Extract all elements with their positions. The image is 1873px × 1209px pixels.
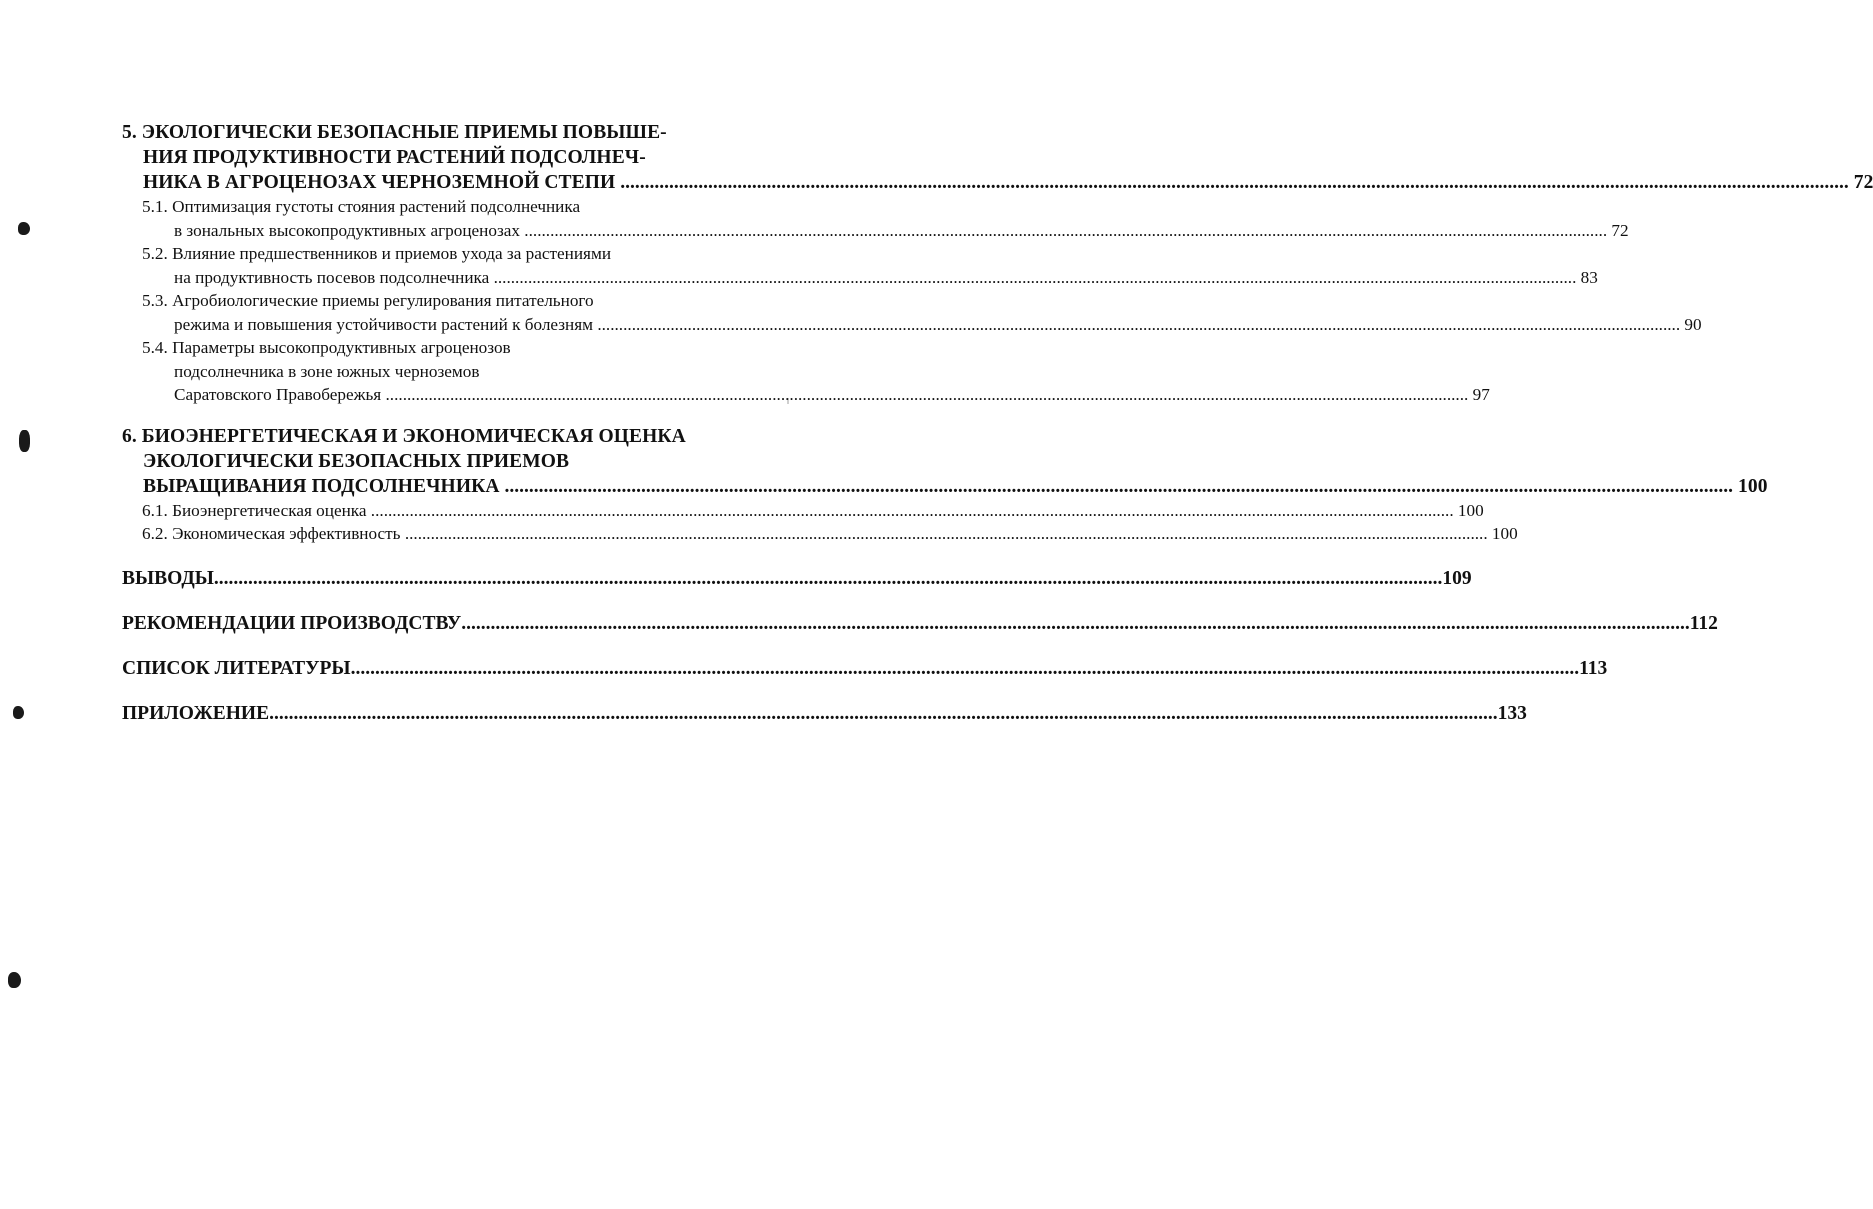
scan-speck [19, 430, 30, 452]
toc-line: 6. БИОЭНЕРГЕТИЧЕСКАЯ И ЭКОНОМИЧЕСКАЯ ОЦЕНКА [122, 425, 686, 447]
toc-line: НИКА В АГРОЦЕНОЗАХ ЧЕРНОЗЕМНОЙ СТЕПИ [143, 172, 616, 193]
toc-line: ВЫВОДЫ [122, 567, 214, 589]
toc-line: подсолнечника в зоне южных черноземов [174, 361, 480, 381]
spacer [122, 546, 739, 566]
toc-line: 5.1. Оптимизация густоты стояния растений подсолнечника [142, 197, 581, 216]
dot-leader [371, 501, 1454, 520]
spacer [122, 591, 739, 611]
toc-subsection-5-4[interactable] [122, 336, 1490, 407]
toc-line: ЭКОЛОГИЧЕСКИ БЕЗОПАСНЫХ ПРИЕМОВ [143, 450, 570, 472]
spacer [122, 636, 739, 656]
toc-references[interactable] [122, 656, 1608, 681]
toc-line: 6.1. Биоэнергетическая оценка [142, 500, 367, 520]
toc-line: 5.3. Агробиологические приемы регулирования питательного [142, 291, 594, 310]
toc-line: 5. ЭКОЛОГИЧЕСКИ БЕЗОПАСНЫЕ ПРИЕМЫ ПОВЫШЕ- [122, 122, 667, 143]
dot-leader [620, 172, 1849, 193]
page-number: 112 [1689, 612, 1718, 634]
page-number: 113 [1579, 657, 1608, 679]
toc-conclusions[interactable] [122, 566, 1472, 591]
toc-leader-line [142, 522, 1518, 546]
toc-line: на продуктивность посевов подсолнечника [174, 267, 490, 287]
toc-leader-line [142, 313, 1702, 337]
page-number: 97 [1472, 385, 1490, 404]
dot-leader [405, 524, 1488, 543]
page-number: 100 [1457, 500, 1484, 520]
scan-speck [13, 706, 24, 719]
dot-leader [351, 656, 1580, 681]
toc-subsection-6-1[interactable] [122, 499, 1484, 523]
toc-appendix[interactable] [122, 701, 1527, 726]
toc-line: РЕКОМЕНДАЦИИ ПРОИЗВОДСТВУ [122, 612, 462, 634]
toc-leader-line [142, 499, 1484, 523]
page-number: 83 [1580, 267, 1598, 287]
dot-leader [386, 385, 1469, 404]
toc-line: ВЫРАЩИВАНИЯ ПОДСОЛНЕЧНИКА [143, 475, 500, 497]
dot-leader [524, 221, 1607, 240]
toc-line: режима и повышения устойчивости растений к болезням [174, 314, 594, 334]
page-number: 90 [1684, 314, 1702, 334]
page-number: 100 [1738, 475, 1768, 497]
spacer [122, 407, 739, 424]
spacer [122, 681, 739, 701]
toc-line: СПИСОК ЛИТЕРАТУРЫ [122, 657, 351, 679]
toc-leader-line [142, 383, 1490, 407]
page-number: 133 [1497, 702, 1527, 724]
dot-leader [214, 566, 1443, 591]
toc-line: в зональных высокопродуктивных агроценозах [174, 220, 520, 240]
toc-recommendations[interactable] [122, 611, 1718, 636]
toc-section-5[interactable] [122, 120, 1873, 195]
toc-subsection-5-2[interactable] [122, 242, 1598, 289]
toc-line: Саратовского Правобережья [174, 385, 382, 404]
dot-leader [269, 701, 1498, 726]
dot-leader [597, 315, 1680, 334]
toc-line: 5.2. Влияние предшественников и приемов ухода за растениями [142, 244, 612, 263]
toc-leader-line [122, 170, 1873, 195]
toc-subsection-5-3[interactable] [122, 289, 1702, 336]
page-number: 100 [1491, 524, 1518, 543]
toc-leader-line [142, 266, 1598, 290]
page-number: 72 [1853, 172, 1873, 193]
table-of-contents [122, 120, 1873, 726]
toc-leader-line [122, 474, 1768, 499]
toc-leader-line [142, 219, 1629, 243]
dot-leader [494, 268, 1577, 287]
toc-line: 5.4. Параметры высокопродуктивных агроценозов [142, 338, 511, 357]
scan-speck [8, 972, 21, 988]
toc-line: 6.2. Экономическая эффективность [142, 524, 401, 543]
page-number: 109 [1442, 567, 1472, 589]
toc-section-6[interactable] [122, 424, 1768, 499]
toc-subsection-5-1[interactable] [122, 195, 1629, 242]
toc-line: НИЯ ПРОДУКТИВНОСТИ РАСТЕНИЙ ПОДСОЛНЕЧ- [143, 147, 646, 168]
toc-subsection-6-2[interactable] [122, 522, 1518, 546]
page-number: 72 [1611, 220, 1629, 240]
toc-line: ПРИЛОЖЕНИЕ [122, 702, 270, 724]
dot-leader [461, 611, 1690, 636]
scan-speck [18, 222, 30, 235]
dot-leader [505, 476, 1734, 497]
